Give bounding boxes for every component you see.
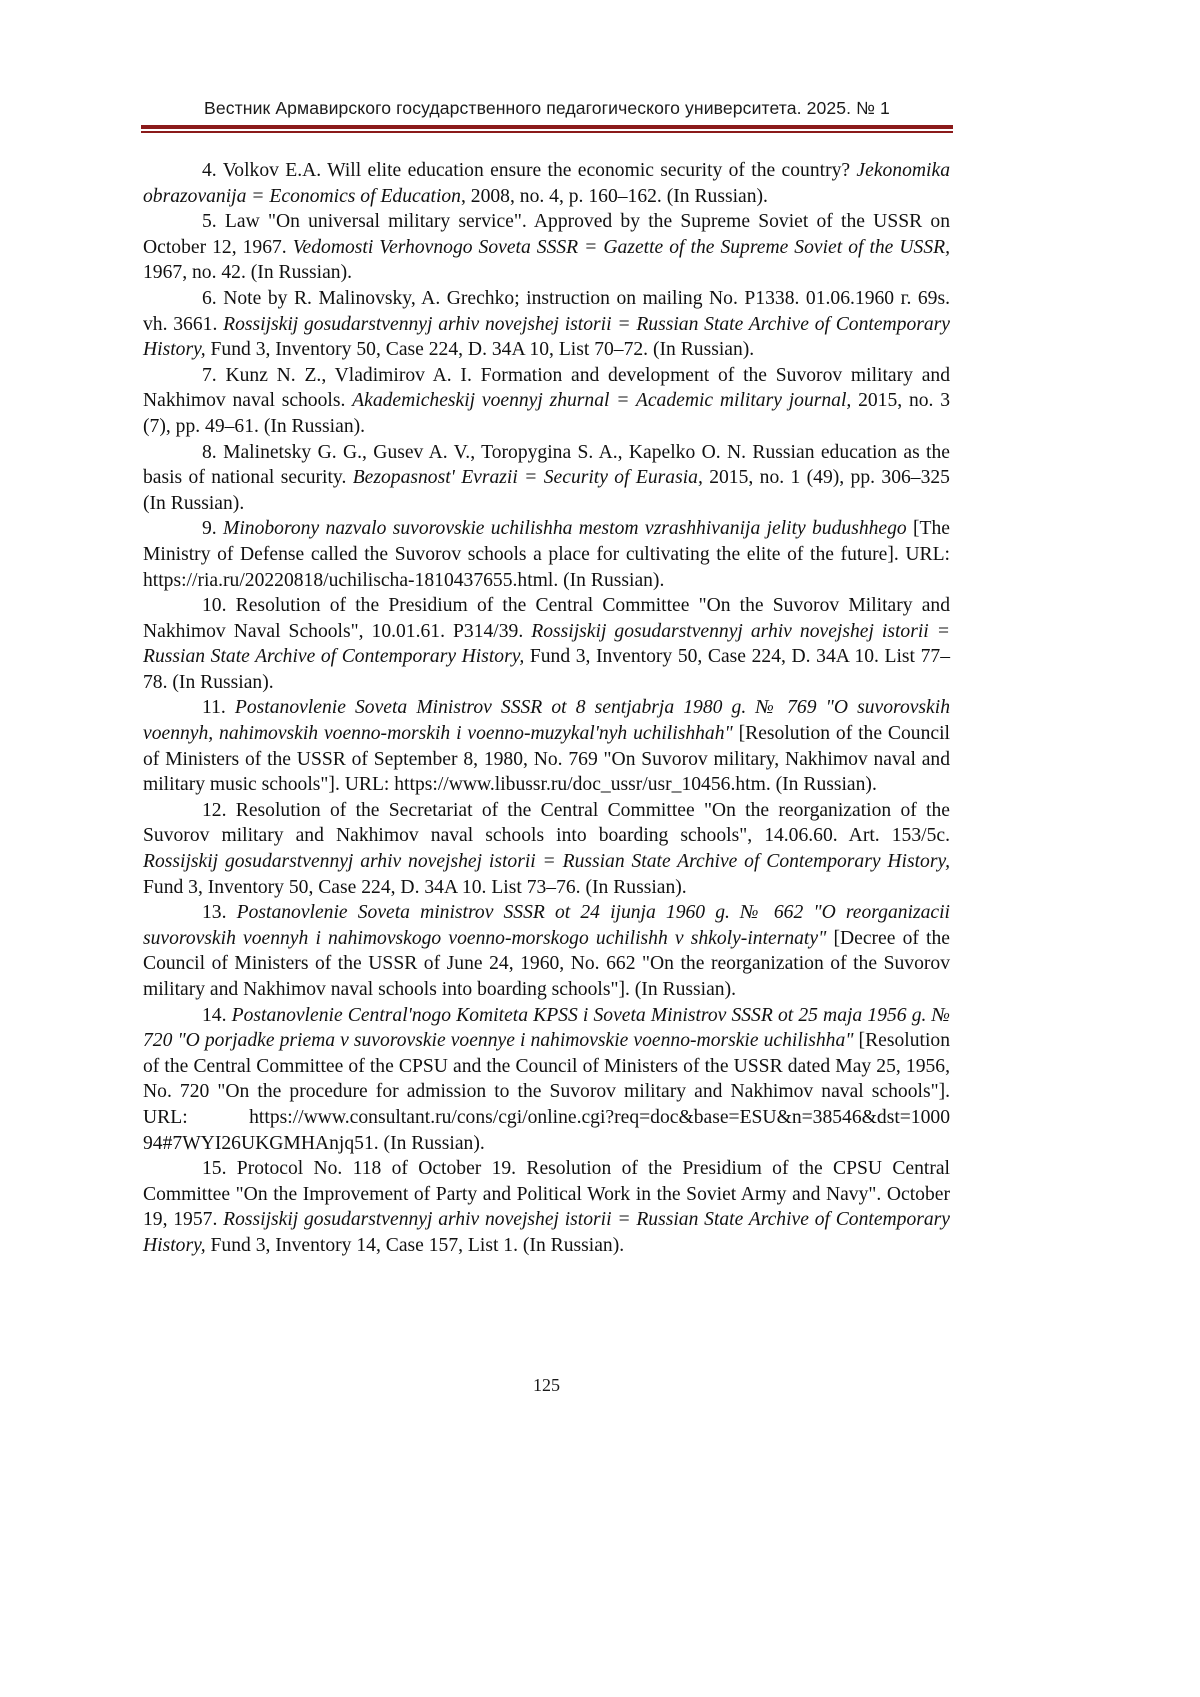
reference-number: 9. bbox=[202, 518, 217, 539]
reference-details: [The Ministry of Defense called the Suvorov schools a place for cultivating the elite of the future]. URL: https://ria.ru/20220818/uchilischa-1810437655.html. (In Russian). bbox=[143, 518, 950, 590]
reference-source: Rossijskij gosudarstvennyj arhiv novejshej istorii = Russian State Archive of Contemporary History, bbox=[143, 621, 950, 668]
reference-number: 14. bbox=[202, 1005, 227, 1026]
header-rule-thin bbox=[141, 131, 953, 133]
reference-number: 11. bbox=[202, 697, 226, 718]
reference-text: Resolution of the Presidium of the Central Committee "On the Suvorov Mili­tary and Nakhimov Naval Schools", 10.01.61. P314/39. bbox=[143, 595, 950, 642]
running-header: Вестник Армавирского государственного педагогического университета. 2025. № 1 bbox=[143, 98, 951, 119]
reference-item-6 bbox=[143, 286, 950, 363]
reference-number: 5. bbox=[202, 211, 217, 232]
reference-details: [Decree of the Council of Ministers of the USSR of June 24, 1960, No. 662 "On the reorganization of the Suvorov military and Nakhimov naval schools into boarding schools"]. (In Russian). bbox=[143, 928, 950, 1000]
header-rule-thick bbox=[141, 125, 953, 129]
reference-source: Rossijskij gosudarstvennyj arhiv novejshej istorii = Russian State Archive of Contemporary History, bbox=[143, 314, 950, 361]
reference-text: Resolution of the Secretariat of the Central Committee "On the reorganization of the Suvorov military and Nakhimov naval schools into boarding schools", 14.06.60. Art. 153/5c. bbox=[143, 800, 950, 847]
reference-source: Jekonomika obrazovanija = Economics of Education bbox=[143, 160, 950, 207]
reference-list bbox=[143, 158, 950, 1259]
reference-details: [Resolution of the Council of Ministers of the USSR of September 8, 1980, No. 769 "On Suvorov military, Nakhimov naval and military music schools"]. URL: https://www.libussr.ru/doc_ussr/usr_10456.htm. (In Russian). bbox=[143, 723, 950, 795]
reference-source: Postanovlenie Central'nogo Komiteta KPSS i Soveta Ministrov SSSR ot 25 maja 1956 g. № 720 "O porjadke priema v suvorovskie voennye i nahimovskie voenno-morskie uchilishha" bbox=[143, 1005, 950, 1052]
reference-item-13 bbox=[143, 900, 950, 1002]
reference-text: Malinetsky G. G., Gusev A. V., Toropygina S. A., Kapelko O. N. Russian edu­cation as the basis of national security. bbox=[143, 442, 950, 489]
reference-item-5 bbox=[143, 209, 950, 286]
reference-number: 6. bbox=[202, 288, 217, 309]
reference-text: Kunz N. Z., Vladimirov A. I. Formation and development of the Suvorov mili­tary and Nakhimov naval schools. bbox=[143, 365, 950, 412]
reference-item-10 bbox=[143, 593, 950, 695]
reference-number: 8. bbox=[202, 442, 217, 463]
reference-details: Fund 3, Inventory 50, Case 224, D. 34A 10. List 73–76. (In Russian). bbox=[143, 877, 687, 898]
reference-item-12 bbox=[143, 798, 950, 900]
reference-details: Fund 3, Inventory 50, Case 224, D. 34A 10, List 70–72. (In Russian). bbox=[206, 339, 755, 360]
reference-text: Volkov E.A. Will elite education ensure the economic security of the country? bbox=[223, 160, 857, 181]
reference-item-15 bbox=[143, 1156, 950, 1258]
reference-source: Rossijskij gosudarstvennyj arhiv novejshej istorii = Russian State Archive of Contemporary History, bbox=[143, 1209, 950, 1256]
reference-source: Rossijskij gosudarstvennyj arhiv novejshej istorii = Russian State Archive of Contemporary History, bbox=[143, 851, 950, 872]
reference-source: Akademicheskij voennyj zhurnal = Academic military journal, bbox=[352, 390, 851, 411]
reference-number: 10. bbox=[202, 595, 227, 616]
reference-number: 4. bbox=[202, 160, 217, 181]
reference-details: Fund 3, Inventory 14, Case 157, List 1. (In Russian). bbox=[206, 1235, 625, 1256]
reference-details: , 2008, no. 4, p. 160–162. (In Russian). bbox=[461, 186, 768, 207]
reference-details: [Resolution of the Central Committee of the CPSU and the Council of Ministers of the USSR dated May 25, 1956, No. 720 "On the procedure for admission to the Suvorov military and Nakhimov naval schools"]. URL: https://www.consultant.ru/cons/cgi/online.cgi?req=doc&base=ESU&n=38546&dst=1000​94#7WYI26UKGMHAnjq51. (In Russian). bbox=[143, 1030, 950, 1153]
reference-details: 2015, no. 3 (7), pp. 49–61. (In Russian). bbox=[143, 390, 950, 437]
reference-number: 7. bbox=[202, 365, 217, 386]
reference-text: Law "On universal military service". Approved by the Supreme Soviet of the USSR on October 12, 1967. bbox=[143, 211, 950, 258]
reference-number: 15. bbox=[202, 1158, 227, 1179]
reference-item-11 bbox=[143, 695, 950, 797]
reference-details: 1967, no. 42. (In Russian). bbox=[143, 262, 352, 283]
reference-number: 12. bbox=[202, 800, 227, 821]
reference-source: Postanovlenie Soveta ministrov SSSR ot 24 ijunja 1960 g. № 662 "O reorganizacii suvorovskih voennyh i nahimovskogo voenno-morskogo uchilishh v shkoly-internaty" bbox=[143, 902, 950, 949]
reference-item-9 bbox=[143, 516, 950, 593]
reference-source: Bezopasnost' Evrazii = Security of Eurasia, bbox=[353, 467, 703, 488]
reference-source: Postanovlenie Soveta Ministrov SSSR ot 8 sentjabrja 1980 g. № 769 "O suvorovskih voennyh, nahimovskih voenno-morskih i voenno-muzykal'nyh uchilishhah" bbox=[143, 697, 950, 744]
reference-text: Protocol No. 118 of October 19. Resolution of the Presidium of the CPSU Central Committee "On the Improvement of Party and Political Work in the Soviet Army and Navy". October 19, 1957. bbox=[143, 1158, 950, 1230]
reference-item-7 bbox=[143, 363, 950, 440]
reference-details: Fund 3, Inventory 50, Case 224, D. 34A 10. List 77–78. (In Russian). bbox=[143, 646, 950, 693]
page-number: 125 bbox=[0, 1375, 1093, 1396]
reference-item-14 bbox=[143, 1003, 950, 1157]
reference-text: Note by R. Malinovsky, A. Grechko; instruction on mailing No. P1338. 01.06.1960 г. 69s. vh. 3661. bbox=[143, 288, 950, 335]
reference-number: 13. bbox=[202, 902, 227, 923]
journal-page bbox=[0, 0, 1200, 1697]
reference-item-8 bbox=[143, 440, 950, 517]
reference-details: 2015, no. 1 (49), pp. 306–325 (In Russian). bbox=[143, 467, 950, 514]
reference-item-4 bbox=[143, 158, 950, 209]
reference-source: Vedomosti Verhovnogo Soveta SSSR = Gazette of the Supreme Soviet of the USSR, bbox=[293, 237, 950, 258]
reference-source: Minoborony nazvalo suvorovskie uchilishha mestom vzrashhivanija jelity budu­shhego bbox=[223, 518, 907, 539]
